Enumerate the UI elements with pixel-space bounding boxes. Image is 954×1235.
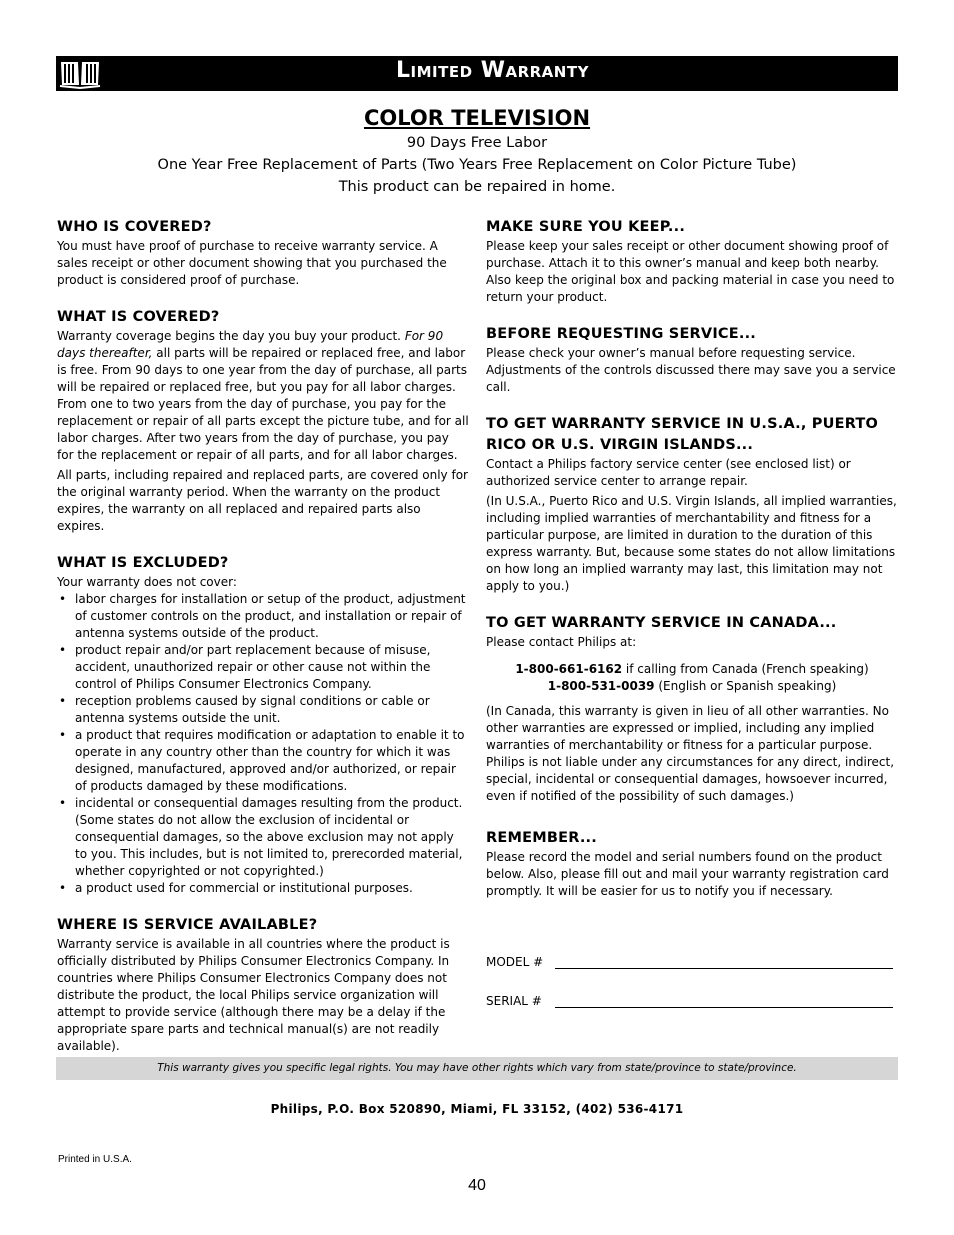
usa-service-heading: TO GET WARRANTY SERVICE IN U.S.A., PUERTO RICO OR U.S. VIRGIN ISLANDS... — [486, 416, 879, 453]
model-input-line[interactable] — [555, 968, 893, 969]
canada-warranty-text: (In Canada, this warranty is given in lieu of all other warranties. No other warranties are expressed or implied, including any implied warranties of merchantability or fitness for a particular purpose. Philips is not liable under any circumstances for any direct, indirect, special, incidental or consequential damages, howsoever incurred, even if notified of the possibility of such damages.) — [486, 704, 895, 803]
keep-heading: MAKE SURE YOU KEEP... — [486, 219, 686, 235]
what-excluded-heading: WHAT IS EXCLUDED? — [57, 555, 229, 571]
printed-in-note: Printed in U.S.A. — [58, 1154, 132, 1165]
usa-implied-warranty-text: (In U.S.A., Puerto Rico and U.S. Virgin Islands, all implied warranties, including implied warranties of merchantability and fitness for a particular purpose, are limited in duration to the duration of this express warranty. But, because some states do not allow limitations on how long an implied warranty may last, this limitation may not apply to you.) — [486, 494, 897, 593]
subtitle-parts: One Year Free Replacement of Parts (Two Years Free Replacement on Color Picture Tube) — [157, 157, 797, 173]
what-covered-heading: WHAT IS COVERED? — [57, 309, 220, 325]
what-covered-text: Warranty coverage begins the day you buy your product. For 90 days thereafter, all parts will be repaired or replaced free, and labor is free. From 90 days to one year from the day of purchase, all parts will be repaired or replaced free, but you pay for all labor charges. From one to two years from the day of purchase, you pay for the replacement or repair of all parts except the picture tube, and for all labor charges. After two years from the day of purchase, you pay for the replacement or repair of all parts, and for all labor charges. — [57, 329, 469, 462]
who-covered-text: You must have proof of purchase to receive warranty service. A sales receipt or other document showing that you purchased the product is considered proof of purchase. — [57, 239, 447, 287]
open-book-icon — [58, 58, 102, 89]
before-service-text: Please check your owner’s manual before requesting service. Adjustments of the controls discussed there may save you a service call. — [486, 346, 896, 394]
what-covered-parts-text: All parts, including repaired and replaced parts, are covered only for the original warranty period. When the warranty on the product expires, the warranty on all replaced and repaired parts also expires. — [57, 468, 468, 533]
keep-text: Please keep your sales receipt or other document showing proof of purchase. Attach it to this owner’s manual and keep both nearby. Also keep the original box and packing material in case you need to return your product. — [486, 239, 895, 304]
subtitle-labor: 90 Days Free Labor — [406, 135, 548, 151]
subtitle-in-home: This product can be repaired in home. — [338, 179, 616, 195]
section-header-bar — [56, 56, 898, 91]
list-item: • labor charges for installation or setup of the product, adjustment of customer controls on the product, and installation or repair of antenna systems outside of the product. — [57, 591, 469, 642]
phone-french: 1-800-661-6162 — [515, 662, 623, 676]
page-title: COLOR TELEVISION — [363, 106, 591, 130]
what-excluded-intro: Your warranty does not cover: — [57, 575, 237, 589]
list-item: • a product used for commercial or institutional purposes. — [57, 880, 469, 897]
list-item: • product repair and/or part replacement because of misuse, accident, unauthorized repair or other cause not within the control of Philips Consumer Electronics Company. — [57, 642, 469, 693]
usa-service-text: Contact a Philips factory service center (see enclosed list) or authorized service center to arrange repair. — [486, 457, 851, 488]
before-service-heading: BEFORE REQUESTING SERVICE... — [486, 326, 756, 342]
canada-phone-numbers: 1-800-661-6162 if calling from Canada (French speaking) 1-800-531-0039 (English or Spanish speaking) — [515, 662, 869, 693]
list-item: • reception problems caused by signal conditions or cable or antenna systems outside the unit. — [57, 693, 469, 727]
serial-input-line[interactable] — [555, 1007, 893, 1008]
canada-service-heading: TO GET WARRANTY SERVICE IN CANADA... — [486, 615, 837, 631]
phone-english-spanish: 1-800-531-0039 — [547, 679, 655, 693]
model-number-field[interactable] — [486, 955, 543, 969]
model-label: MODEL # — [486, 955, 544, 969]
exclusion-list — [57, 591, 469, 897]
page-number: 40 — [468, 1177, 486, 1194]
list-item: • incidental or consequential damages resulting from the product. (Some states do not allow the exclusion of incidental or consequential damages, so the above exclusion may not apply to you. This includes, but is not limited to, prerecorded material, whether copyrighted or not copyrighted.) — [57, 795, 469, 880]
legal-rights-bar: This warranty gives you specific legal rights. You may have other rights which vary from state/province to state/province. — [56, 1057, 898, 1080]
right-column — [486, 217, 898, 903]
philips-address: Philips, P.O. Box 520890, Miami, FL 33152, (402) 536-4171 — [270, 1102, 684, 1116]
remember-heading: REMEMBER... — [486, 830, 597, 846]
list-item: • a product that requires modification or adaptation to enable it to operate in any country other than the country for which it was designed, manufactured, approved and/or authorized, or repair of products damaged by these modifications. — [57, 727, 469, 795]
left-column — [57, 217, 469, 1058]
header-title: Limited Warranty — [396, 58, 589, 83]
where-service-heading: WHERE IS SERVICE AVAILABLE? — [57, 917, 318, 933]
who-covered-heading: WHO IS COVERED? — [57, 219, 212, 235]
where-service-text: Warranty service is available in all countries where the product is officially distributed by Philips Consumer Electronics Company. In countries where Philips Consumer Electronics Company does not distribute the product, the local Philips service organization will attempt to provide service (although there may be a delay if the appropriate spare parts and technical manual(s) are not readily available). — [57, 937, 450, 1053]
serial-number-field[interactable] — [486, 994, 542, 1008]
remember-text: Please record the model and serial numbers found on the product below. Also, please fill out and mail your warranty registration card promptly. It will be easier for us to notify you if necessary. — [486, 850, 889, 898]
canada-intro: Please contact Philips at: — [486, 635, 637, 649]
serial-label: SERIAL # — [486, 994, 542, 1008]
